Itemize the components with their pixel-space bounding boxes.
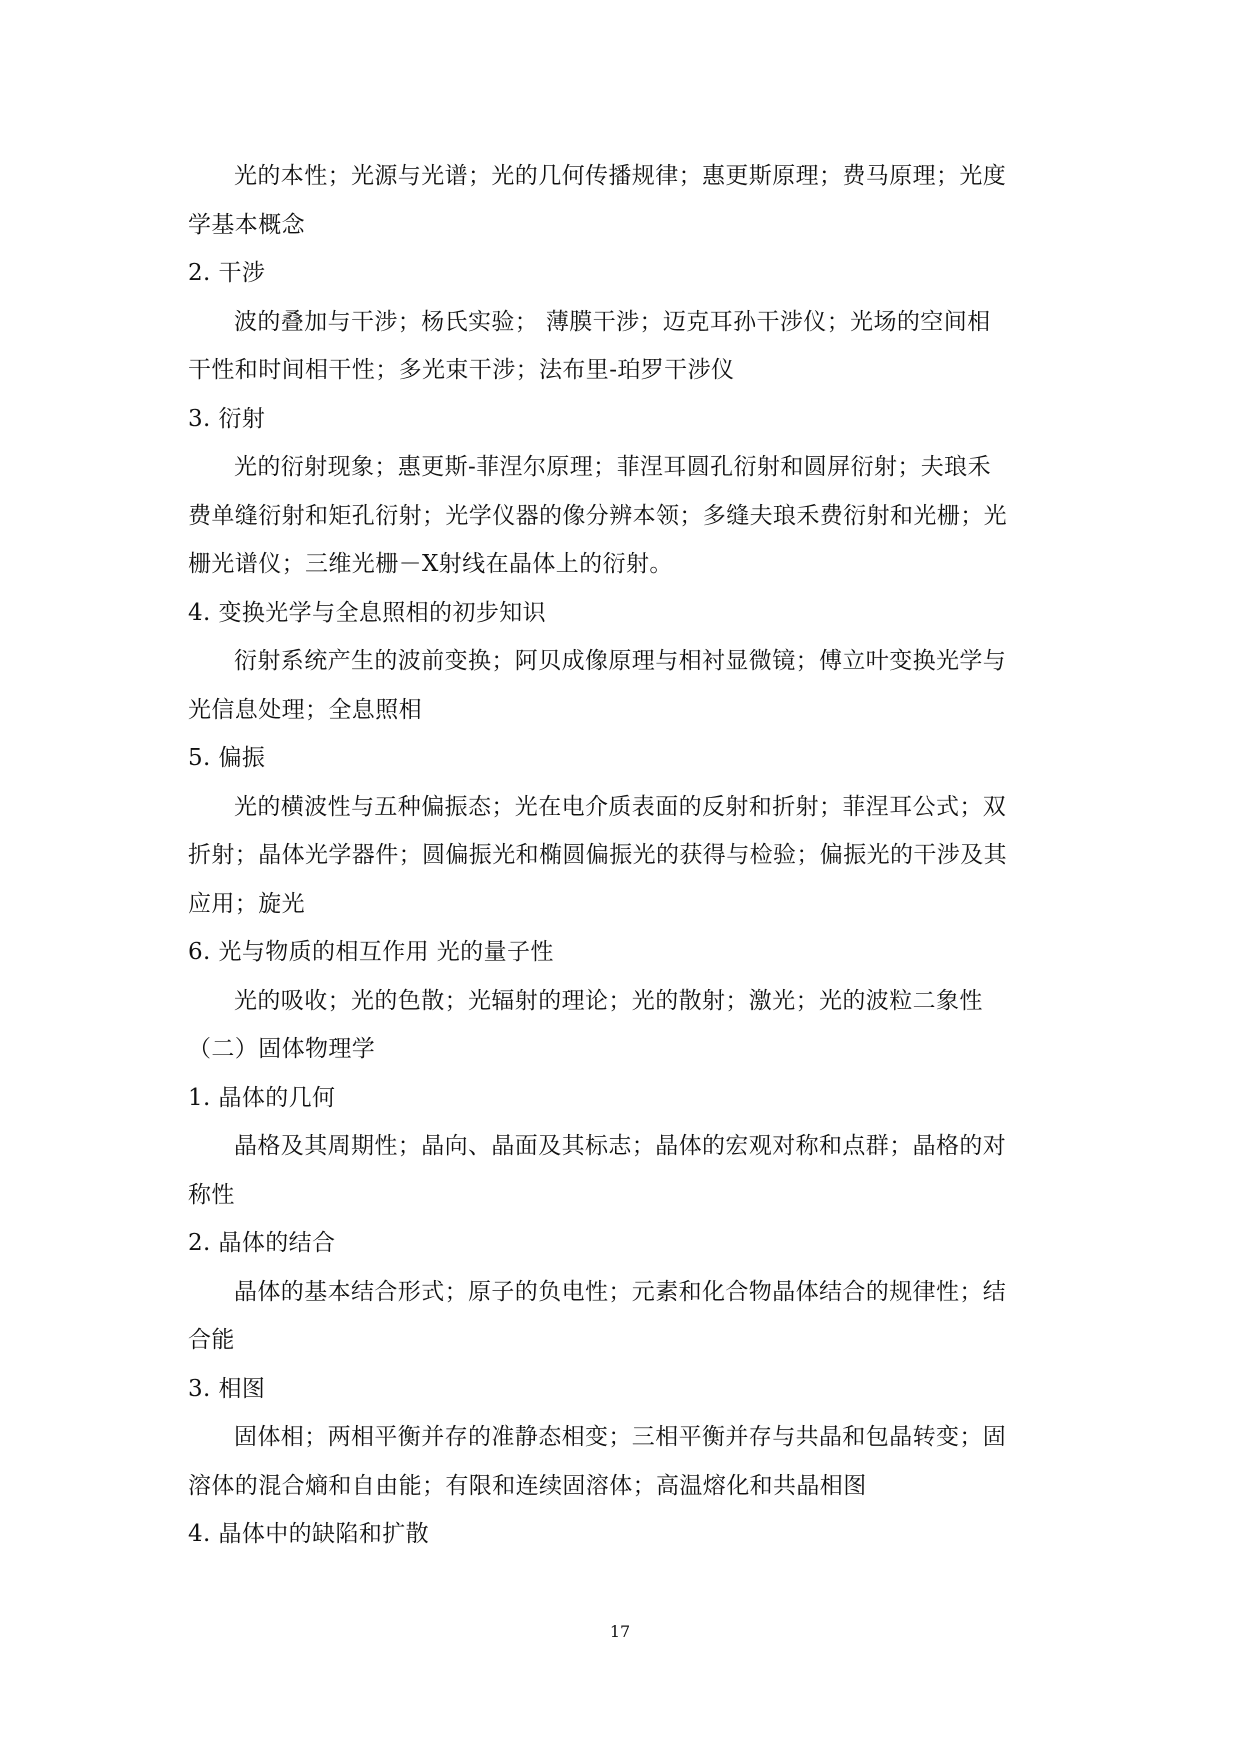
section-heading: 2. 晶体的结合	[188, 1230, 336, 1256]
paragraph-line: 费单缝衍射和矩孔衍射；光学仪器的像分辨本领；多缝夫琅禾费衍射和光栅；光	[188, 502, 1007, 529]
page-number: 17	[609, 1622, 631, 1641]
section-heading: 4. 变换光学与全息照相的初步知识	[188, 599, 547, 626]
section-heading: 3. 衍射	[188, 405, 266, 432]
section-heading: 6. 光与物质的相互作用 光的量子性	[188, 939, 554, 965]
paragraph-line: 晶格及其周期性；晶向、晶面及其标志；晶体的宏观对称和点群；晶格的对	[234, 1133, 1007, 1159]
paragraph-line: 衍射系统产生的波前变换；阿贝成像原理与相衬显微镜；傅立叶变换光学与	[234, 648, 1007, 674]
paragraph-line: 光的衍射现象；惠更斯-菲涅尔原理；菲涅耳圆孔衍射和圆屏衍射；夫琅禾	[234, 454, 991, 480]
paragraph-line: 合能	[188, 1327, 235, 1353]
paragraph-line: 应用；旋光	[188, 890, 305, 917]
section-heading: 1. 晶体的几何	[188, 1084, 336, 1111]
section-heading: 2. 干涉	[188, 260, 266, 286]
document-body	[188, 152, 1058, 1559]
paragraph-line: 干性和时间相干性；多光束干涉；法布里-珀罗干涉仪	[188, 357, 735, 383]
paragraph-line: 栅光谱仪；三维光栅－X射线在晶体上的衍射。	[188, 551, 673, 577]
section-heading: 4. 晶体中的缺陷和扩散	[188, 1521, 430, 1547]
paragraph-line: 固体相；两相平衡并存的准静态相变；三相平衡并存与共晶和包晶转变；固	[234, 1424, 1007, 1450]
section-heading: 5. 偏振	[188, 745, 266, 771]
paragraph-line: 学基本概念	[188, 211, 305, 238]
paragraph-line: 波的叠加与干涉；杨氏实验； 薄膜干涉；迈克耳孙干涉仪；光场的空间相	[234, 308, 991, 335]
section-heading: （二）固体物理学	[188, 1036, 376, 1062]
section-heading: 3. 相图	[188, 1375, 266, 1402]
paragraph-line: 称性	[188, 1181, 235, 1208]
paragraph-line: 溶体的混合熵和自由能；有限和连续固溶体；高温熔化和共晶相图	[188, 1472, 867, 1499]
paragraph-line: 晶体的基本结合形式；原子的负电性；元素和化合物晶体结合的规律性；结	[234, 1278, 1007, 1305]
paragraph-line: 光的吸收；光的色散；光辐射的理论；光的散射；激光；光的波粒二象性	[234, 987, 983, 1014]
paragraph-line: 光信息处理；全息照相	[188, 696, 422, 723]
paragraph-line: 光的本性；光源与光谱；光的几何传播规律；惠更斯原理；费马原理；光度	[234, 163, 1007, 189]
paragraph-line: 折射；晶体光学器件；圆偏振光和椭圆偏振光的获得与检验；偏振光的干涉及其	[188, 842, 1007, 868]
paragraph-line: 光的横波性与五种偏振态；光在电介质表面的反射和折射；菲涅耳公式；双	[234, 793, 1007, 820]
